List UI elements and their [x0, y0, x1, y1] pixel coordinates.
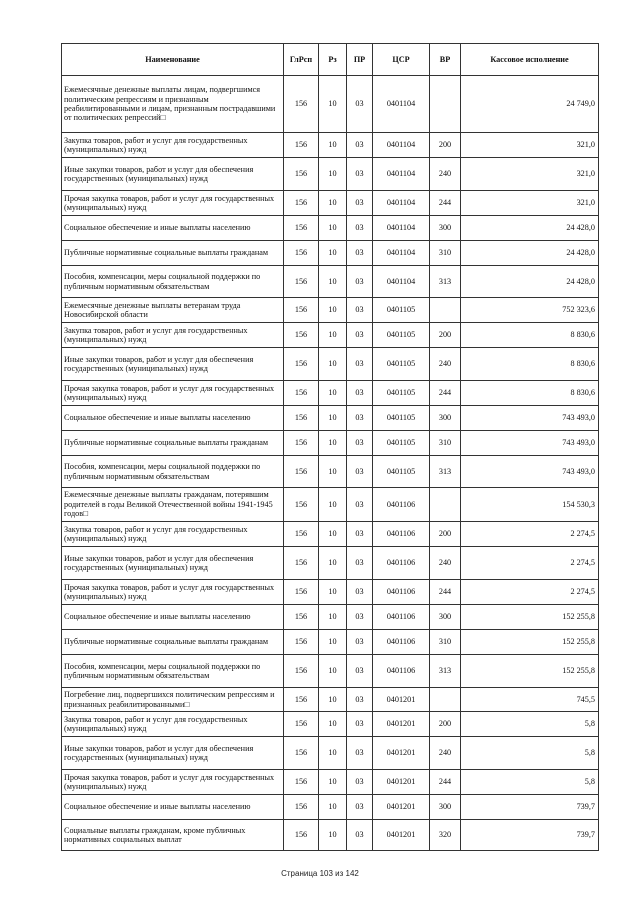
- table-row: [62, 770, 599, 795]
- cell-vr: [430, 76, 461, 133]
- cell-csr: 0401104: [373, 133, 430, 158]
- cell-vr: 244: [430, 580, 461, 605]
- cell-pr: 03: [347, 605, 373, 630]
- table-row: [62, 76, 599, 133]
- cell-rz: 10: [319, 737, 347, 770]
- header-glrsp: ГлРсп: [284, 44, 319, 76]
- cell-vr: 240: [430, 737, 461, 770]
- cell-amount: 24 428,0: [461, 241, 599, 266]
- cell-name: Социальные выплаты гражданам, кроме публичных нормативных социальных выплат: [62, 820, 284, 851]
- cell-csr: 0401106: [373, 547, 430, 580]
- cell-pr: 03: [347, 488, 373, 522]
- cell-glrsp: 156: [284, 795, 319, 820]
- cell-rz: 10: [319, 795, 347, 820]
- cell-vr: 310: [430, 630, 461, 655]
- cell-vr: 313: [430, 456, 461, 488]
- cell-pr: 03: [347, 298, 373, 323]
- cell-glrsp: 156: [284, 737, 319, 770]
- cell-rz: 10: [319, 688, 347, 712]
- cell-pr: 03: [347, 266, 373, 298]
- cell-rz: 10: [319, 406, 347, 431]
- cell-vr: 240: [430, 348, 461, 381]
- cell-name: Закупка товаров, работ и услуг для государственных (муниципальных) нужд: [62, 133, 284, 158]
- cell-vr: 300: [430, 216, 461, 241]
- table-body: [62, 76, 599, 851]
- cell-amount: 24 749,0: [461, 76, 599, 133]
- cell-vr: 300: [430, 406, 461, 431]
- header-rz: Рз: [319, 44, 347, 76]
- cell-csr: 0401105: [373, 348, 430, 381]
- header-pr: ПР: [347, 44, 373, 76]
- cell-csr: 0401104: [373, 266, 430, 298]
- table-row: [62, 266, 599, 298]
- cell-pr: 03: [347, 323, 373, 348]
- cell-glrsp: 156: [284, 191, 319, 216]
- cell-csr: 0401201: [373, 820, 430, 851]
- cell-vr: 313: [430, 655, 461, 688]
- cell-name: Пособия, компенсации, меры социальной поддержки по публичным нормативным обязательствам: [62, 456, 284, 488]
- cell-csr: 0401105: [373, 381, 430, 406]
- cell-glrsp: 156: [284, 348, 319, 381]
- cell-rz: 10: [319, 770, 347, 795]
- cell-rz: 10: [319, 630, 347, 655]
- cell-pr: 03: [347, 688, 373, 712]
- cell-rz: 10: [319, 488, 347, 522]
- cell-vr: 200: [430, 323, 461, 348]
- cell-rz: 10: [319, 241, 347, 266]
- cell-amount: 5,8: [461, 770, 599, 795]
- cell-vr: 200: [430, 522, 461, 547]
- table-row: [62, 688, 599, 712]
- cell-amount: 2 274,5: [461, 580, 599, 605]
- cell-amount: 24 428,0: [461, 216, 599, 241]
- cell-amount: 5,8: [461, 737, 599, 770]
- cell-glrsp: 156: [284, 381, 319, 406]
- cell-rz: 10: [319, 381, 347, 406]
- cell-pr: 03: [347, 655, 373, 688]
- cell-glrsp: 156: [284, 431, 319, 456]
- cell-rz: 10: [319, 820, 347, 851]
- table-row: [62, 712, 599, 737]
- table-row: [62, 323, 599, 348]
- cell-rz: 10: [319, 216, 347, 241]
- cell-name: Пособия, компенсации, меры социальной поддержки по публичным нормативным обязательствам: [62, 655, 284, 688]
- table-row: [62, 630, 599, 655]
- cell-glrsp: 156: [284, 76, 319, 133]
- cell-amount: 743 493,0: [461, 431, 599, 456]
- cell-vr: 240: [430, 158, 461, 191]
- cell-pr: 03: [347, 191, 373, 216]
- cell-pr: 03: [347, 737, 373, 770]
- cell-vr: 310: [430, 431, 461, 456]
- cell-pr: 03: [347, 158, 373, 191]
- header-csr: ЦСР: [373, 44, 430, 76]
- cell-name: Погребение лиц, подвергшихся политическим репрессиям и признанных реабилитированными□: [62, 688, 284, 712]
- cell-pr: 03: [347, 406, 373, 431]
- cell-name: Публичные нормативные социальные выплаты гражданам: [62, 431, 284, 456]
- cell-pr: 03: [347, 216, 373, 241]
- cell-vr: 244: [430, 191, 461, 216]
- table-row: [62, 381, 599, 406]
- cell-name: Закупка товаров, работ и услуг для государственных (муниципальных) нужд: [62, 712, 284, 737]
- cell-pr: 03: [347, 456, 373, 488]
- cell-name: Социальное обеспечение и иные выплаты населению: [62, 795, 284, 820]
- cell-glrsp: 156: [284, 630, 319, 655]
- cell-pr: 03: [347, 770, 373, 795]
- cell-amount: 739,7: [461, 795, 599, 820]
- cell-name: Ежемесячные денежные выплаты гражданам, потерявшим родителей в годы Великой Отечественной войны 1941-1945 годов□: [62, 488, 284, 522]
- cell-vr: 240: [430, 547, 461, 580]
- table-row: [62, 216, 599, 241]
- cell-amount: 739,7: [461, 820, 599, 851]
- cell-vr: [430, 298, 461, 323]
- cell-csr: 0401105: [373, 456, 430, 488]
- cell-pr: 03: [347, 630, 373, 655]
- cell-name: Иные закупки товаров, работ и услуг для обеспечения государственных (муниципальных) нужд: [62, 348, 284, 381]
- cell-glrsp: 156: [284, 298, 319, 323]
- cell-amount: 152 255,8: [461, 605, 599, 630]
- page-number: Страница 103 из 142: [281, 869, 359, 878]
- cell-glrsp: 156: [284, 266, 319, 298]
- table-header-row: [62, 44, 599, 76]
- cell-amount: 743 493,0: [461, 456, 599, 488]
- cell-rz: 10: [319, 348, 347, 381]
- cell-pr: 03: [347, 348, 373, 381]
- cell-csr: 0401106: [373, 655, 430, 688]
- cell-csr: 0401105: [373, 431, 430, 456]
- cell-csr: 0401106: [373, 580, 430, 605]
- table-row: [62, 298, 599, 323]
- cell-name: Социальное обеспечение и иные выплаты населению: [62, 406, 284, 431]
- cell-csr: 0401106: [373, 630, 430, 655]
- cell-rz: 10: [319, 323, 347, 348]
- cell-amount: 321,0: [461, 133, 599, 158]
- cell-csr: 0401104: [373, 76, 430, 133]
- cell-name: Ежемесячные денежные выплаты лицам, подвергшимся политическим репрессиям и признанным реабилитированными и лицам, признанным пострадавшими от политических репрессий□: [62, 76, 284, 133]
- header-name: Наименование: [62, 44, 284, 76]
- cell-vr: 320: [430, 820, 461, 851]
- cell-pr: 03: [347, 712, 373, 737]
- cell-amount: 321,0: [461, 158, 599, 191]
- cell-name: Публичные нормативные социальные выплаты гражданам: [62, 630, 284, 655]
- cell-vr: 313: [430, 266, 461, 298]
- cell-rz: 10: [319, 712, 347, 737]
- cell-vr: 200: [430, 712, 461, 737]
- cell-name: Закупка товаров, работ и услуг для государственных (муниципальных) нужд: [62, 522, 284, 547]
- cell-name: Закупка товаров, работ и услуг для государственных (муниципальных) нужд: [62, 323, 284, 348]
- table-row: [62, 795, 599, 820]
- cell-csr: 0401106: [373, 605, 430, 630]
- cell-pr: 03: [347, 522, 373, 547]
- cell-glrsp: 156: [284, 688, 319, 712]
- cell-csr: 0401106: [373, 488, 430, 522]
- cell-rz: 10: [319, 655, 347, 688]
- cell-name: Иные закупки товаров, работ и услуг для обеспечения государственных (муниципальных) нужд: [62, 737, 284, 770]
- table-row: [62, 133, 599, 158]
- cell-glrsp: 156: [284, 820, 319, 851]
- cell-pr: 03: [347, 547, 373, 580]
- cell-vr: 310: [430, 241, 461, 266]
- cell-pr: 03: [347, 795, 373, 820]
- cell-csr: 0401201: [373, 737, 430, 770]
- cell-glrsp: 156: [284, 406, 319, 431]
- cell-glrsp: 156: [284, 456, 319, 488]
- cell-glrsp: 156: [284, 323, 319, 348]
- cell-vr: 244: [430, 770, 461, 795]
- cell-pr: 03: [347, 241, 373, 266]
- cell-csr: 0401105: [373, 298, 430, 323]
- cell-name: Иные закупки товаров, работ и услуг для обеспечения государственных (муниципальных) нужд: [62, 158, 284, 191]
- cell-amount: 752 323,6: [461, 298, 599, 323]
- table-row: [62, 580, 599, 605]
- cell-amount: 2 274,5: [461, 522, 599, 547]
- cell-amount: 745,5: [461, 688, 599, 712]
- table-row: [62, 488, 599, 522]
- cell-glrsp: 156: [284, 158, 319, 191]
- cell-vr: [430, 488, 461, 522]
- cell-vr: 300: [430, 605, 461, 630]
- cell-vr: 300: [430, 795, 461, 820]
- cell-pr: 03: [347, 431, 373, 456]
- cell-amount: 154 530,3: [461, 488, 599, 522]
- cell-pr: 03: [347, 76, 373, 133]
- table-row: [62, 348, 599, 381]
- cell-glrsp: 156: [284, 547, 319, 580]
- cell-csr: 0401201: [373, 795, 430, 820]
- cell-glrsp: 156: [284, 216, 319, 241]
- cell-glrsp: 156: [284, 770, 319, 795]
- cell-rz: 10: [319, 76, 347, 133]
- cell-rz: 10: [319, 522, 347, 547]
- cell-pr: 03: [347, 381, 373, 406]
- cell-csr: 0401104: [373, 216, 430, 241]
- header-vr: ВР: [430, 44, 461, 76]
- cell-csr: 0401201: [373, 770, 430, 795]
- cell-name: Ежемесячные денежные выплаты ветеранам труда Новосибирской области: [62, 298, 284, 323]
- cell-rz: 10: [319, 191, 347, 216]
- cell-pr: 03: [347, 820, 373, 851]
- cell-name: Иные закупки товаров, работ и услуг для обеспечения государственных (муниципальных) нужд: [62, 547, 284, 580]
- table-row: [62, 158, 599, 191]
- cell-csr: 0401104: [373, 158, 430, 191]
- table-row: [62, 191, 599, 216]
- cell-csr: 0401201: [373, 688, 430, 712]
- cell-name: Прочая закупка товаров, работ и услуг для государственных (муниципальных) нужд: [62, 191, 284, 216]
- cell-vr: [430, 688, 461, 712]
- table-row: [62, 241, 599, 266]
- cell-glrsp: 156: [284, 712, 319, 737]
- table-row: [62, 547, 599, 580]
- cell-amount: 8 830,6: [461, 348, 599, 381]
- table-row: [62, 820, 599, 851]
- cell-name: Прочая закупка товаров, работ и услуг для государственных (муниципальных) нужд: [62, 381, 284, 406]
- cell-glrsp: 156: [284, 488, 319, 522]
- cell-amount: 152 255,8: [461, 655, 599, 688]
- cell-rz: 10: [319, 133, 347, 158]
- cell-csr: 0401105: [373, 323, 430, 348]
- cell-amount: 24 428,0: [461, 266, 599, 298]
- cell-rz: 10: [319, 298, 347, 323]
- table-row: [62, 456, 599, 488]
- cell-amount: 8 830,6: [461, 323, 599, 348]
- table-row: [62, 655, 599, 688]
- cell-glrsp: 156: [284, 241, 319, 266]
- cell-rz: 10: [319, 266, 347, 298]
- table-row: [62, 605, 599, 630]
- table-row: [62, 431, 599, 456]
- cell-csr: 0401105: [373, 406, 430, 431]
- cell-pr: 03: [347, 133, 373, 158]
- cell-vr: 244: [430, 381, 461, 406]
- cell-amount: 152 255,8: [461, 630, 599, 655]
- budget-table: [61, 43, 599, 851]
- cell-amount: 743 493,0: [461, 406, 599, 431]
- cell-csr: 0401104: [373, 241, 430, 266]
- cell-glrsp: 156: [284, 605, 319, 630]
- cell-csr: 0401104: [373, 191, 430, 216]
- cell-pr: 03: [347, 580, 373, 605]
- cell-rz: 10: [319, 456, 347, 488]
- cell-glrsp: 156: [284, 655, 319, 688]
- cell-glrsp: 156: [284, 580, 319, 605]
- table-row: [62, 737, 599, 770]
- cell-glrsp: 156: [284, 133, 319, 158]
- cell-name: Публичные нормативные социальные выплаты гражданам: [62, 241, 284, 266]
- table-row: [62, 406, 599, 431]
- cell-vr: 200: [430, 133, 461, 158]
- cell-name: Прочая закупка товаров, работ и услуг для государственных (муниципальных) нужд: [62, 770, 284, 795]
- cell-name: Социальное обеспечение и иные выплаты населению: [62, 216, 284, 241]
- cell-amount: 2 274,5: [461, 547, 599, 580]
- table-row: [62, 522, 599, 547]
- cell-rz: 10: [319, 431, 347, 456]
- cell-csr: 0401201: [373, 712, 430, 737]
- cell-amount: 8 830,6: [461, 381, 599, 406]
- header-amount: Кассовое исполнение: [461, 44, 599, 76]
- cell-rz: 10: [319, 158, 347, 191]
- cell-rz: 10: [319, 605, 347, 630]
- cell-amount: 321,0: [461, 191, 599, 216]
- cell-amount: 5,8: [461, 712, 599, 737]
- cell-glrsp: 156: [284, 522, 319, 547]
- cell-rz: 10: [319, 580, 347, 605]
- cell-rz: 10: [319, 547, 347, 580]
- cell-name: Пособия, компенсации, меры социальной поддержки по публичным нормативным обязательствам: [62, 266, 284, 298]
- cell-name: Прочая закупка товаров, работ и услуг для государственных (муниципальных) нужд: [62, 580, 284, 605]
- cell-name: Социальное обеспечение и иные выплаты населению: [62, 605, 284, 630]
- cell-csr: 0401106: [373, 522, 430, 547]
